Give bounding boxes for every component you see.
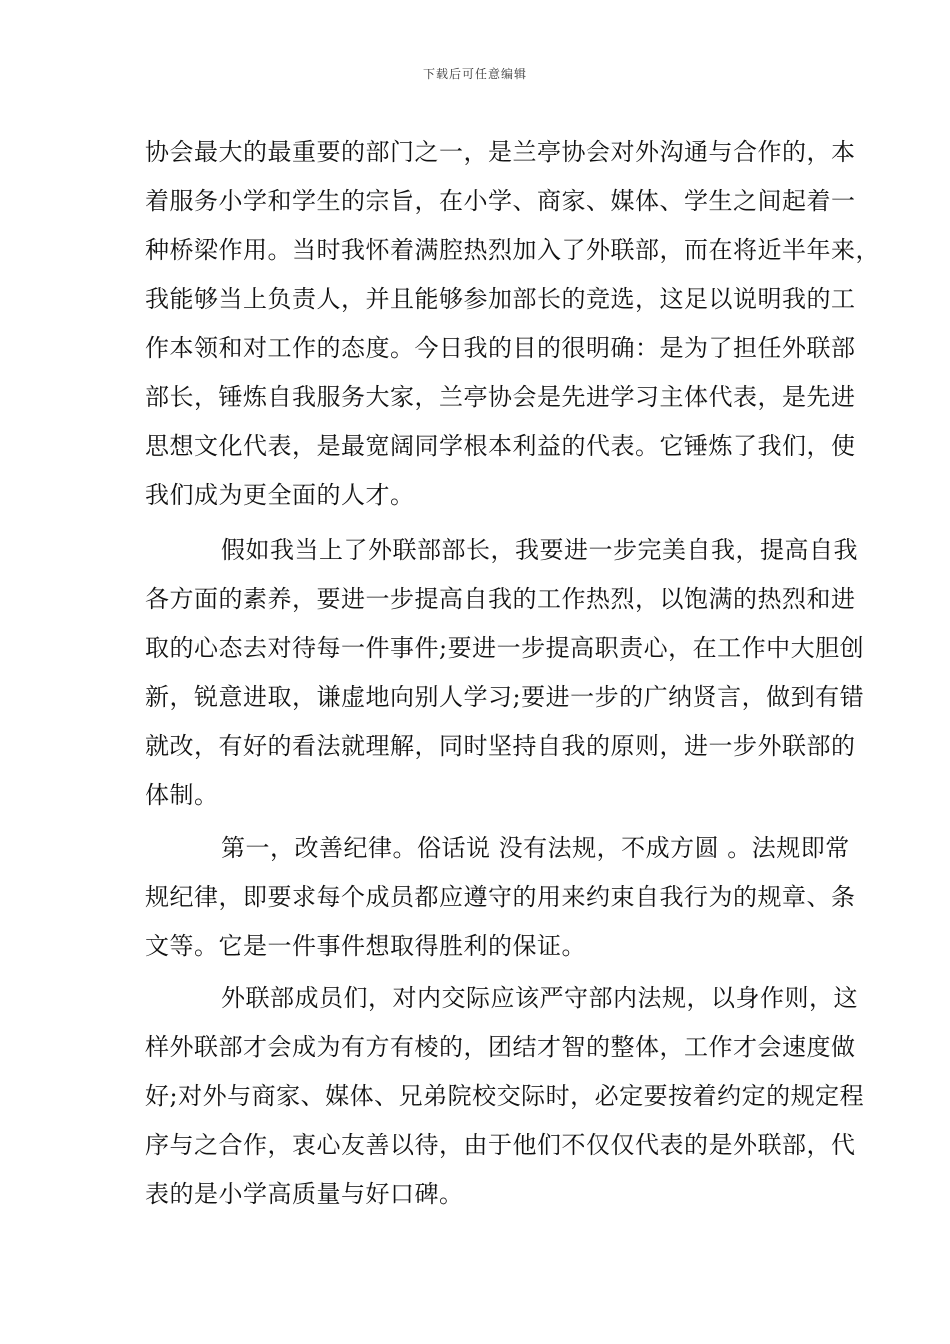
text-line: 体制。: [145, 781, 219, 809]
text-line: 我能够当上负责人，并且能够参加部长的竞选，这足以说明我的工: [145, 285, 856, 313]
paragraph-first-line: 第一，改善纪律。俗话说 没有法规，不成方圆 。法规即常: [221, 834, 850, 862]
text-line: 好;对外与商家、媒体、兄弟院校交际时，必定要按着约定的规定程: [145, 1082, 865, 1110]
text-line: 规纪律，即要求每个成员都应遵守的用来约束自我行为的规章、条: [145, 883, 856, 911]
text-line: 着服务小学和学生的宗旨，在小学、商家、媒体、学生之间起着一: [145, 187, 856, 215]
text-line: 就改，有好的看法就理解，同时坚持自我的原则，进一步外联部的: [145, 732, 856, 760]
page-header: 下载后可任意编辑: [422, 67, 527, 81]
text-line: 新，锐意进取，谦虚地向别人学习;要进一步的广纳贤言，做到有错: [145, 683, 865, 711]
paragraph-first-line: 外联部成员们，对内交际应该严守部内法规，以身作则，这: [221, 984, 858, 1012]
text-line: 种桥梁作用。当时我怀着满腔热烈加入了外联部，而在将近半年来，: [145, 236, 880, 264]
text-line: 各方面的素养，要进一步提高自我的工作热烈，以饱满的热烈和进: [145, 585, 856, 613]
text-line: 作本领和对工作的态度。今日我的目的很明确：是为了担任外联部: [145, 334, 856, 362]
text-line: 思想文化代表，是最宽阔同学根本利益的代表。它锤炼了我们，使: [145, 432, 856, 460]
text-line: 我们成为更全面的人才。: [145, 481, 415, 509]
text-line: 协会最大的最重要的部门之一，是兰亭协会对外沟通与合作的，本: [145, 138, 856, 166]
paragraph-first-line: 假如我当上了外联部部长，我要进一步完美自我，提高自我: [221, 536, 858, 564]
text-line: 部长，锤炼自我服务大家，兰亭协会是先进学习主体代表，是先进: [145, 383, 856, 411]
text-line: 序与之合作，衷心友善以待，由于他们不仅仅代表的是外联部，代: [145, 1131, 856, 1159]
text-line: 表的是小学高质量与好口碑。: [145, 1180, 464, 1208]
text-line: 取的心态去对待每一件事件;要进一步提高职责心，在工作中大胆创: [145, 634, 865, 662]
text-line: 文等。它是一件事件想取得胜利的保证。: [145, 932, 586, 960]
text-line: 样外联部才会成为有方有棱的，团结才智的整体，工作才会速度做: [145, 1033, 856, 1061]
